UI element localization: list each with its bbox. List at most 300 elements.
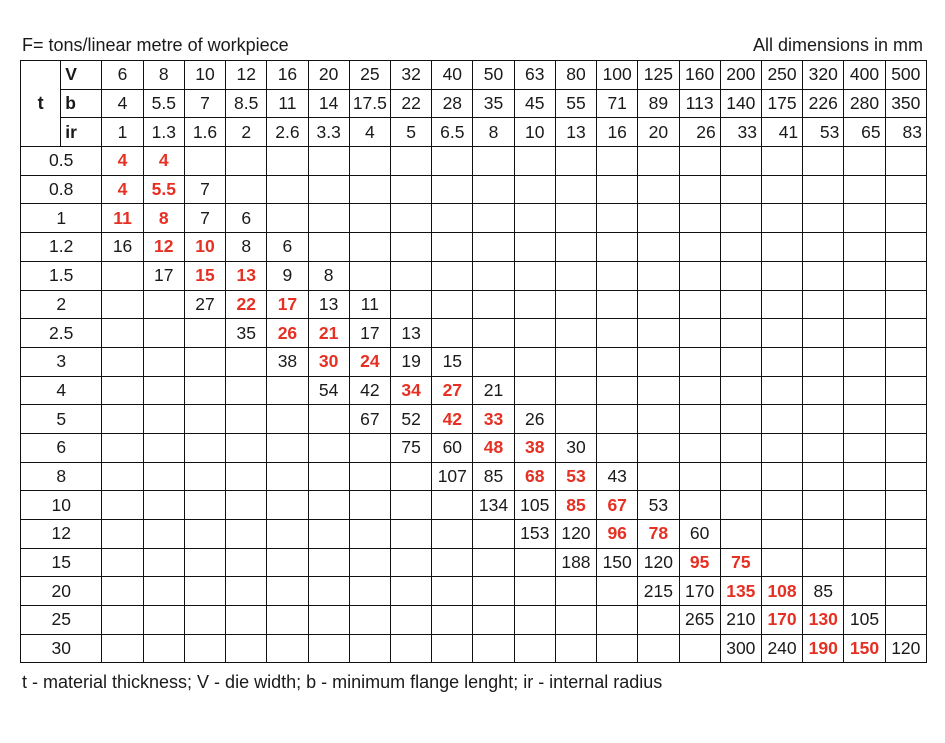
empty-cell [720,462,761,491]
header-cell: 8 [473,118,514,147]
empty-cell [761,520,802,549]
empty-cell [720,405,761,434]
empty-cell [761,261,802,290]
empty-cell [803,204,844,233]
empty-cell [803,405,844,434]
thickness-value: 6 [21,433,102,462]
empty-cell [390,290,431,319]
empty-cell [267,405,308,434]
empty-cell [720,204,761,233]
empty-cell [432,520,473,549]
empty-cell [555,347,596,376]
tonnage-cell: 52 [390,405,431,434]
empty-cell [844,204,885,233]
table-row [21,147,927,176]
tonnage-cell: 15 [432,347,473,376]
thickness-axis-label: t [21,61,61,147]
empty-cell [597,606,638,635]
empty-cell [390,520,431,549]
empty-cell [226,175,267,204]
empty-cell [844,347,885,376]
tonnage-cell: 150 [597,548,638,577]
tonnage-cell-highlighted: 42 [432,405,473,434]
empty-cell [143,433,184,462]
empty-cell [184,405,225,434]
empty-cell [308,577,349,606]
empty-cell [267,520,308,549]
header-cell: 65 [844,118,885,147]
empty-cell [679,290,720,319]
header-cell: 5.5 [143,89,184,118]
tonnage-cell: 13 [308,290,349,319]
header-cell: 7 [184,89,225,118]
empty-cell [143,347,184,376]
empty-cell [885,376,926,405]
empty-cell [184,548,225,577]
empty-cell [143,520,184,549]
header-cell: 55 [555,89,596,118]
empty-cell [720,290,761,319]
tonnage-cell: 17 [143,261,184,290]
header-cell: 20 [308,61,349,90]
tonnage-cell: 42 [349,376,390,405]
empty-cell [390,634,431,663]
empty-cell [885,175,926,204]
header-cell: 175 [761,89,802,118]
empty-cell [555,233,596,262]
header-cell: 13 [555,118,596,147]
tonnage-cell-highlighted: 27 [432,376,473,405]
tonnage-cell-highlighted: 22 [226,290,267,319]
empty-cell [226,462,267,491]
empty-cell [638,233,679,262]
thickness-value: 2.5 [21,319,102,348]
empty-cell [638,347,679,376]
empty-cell [514,261,555,290]
empty-cell [102,261,143,290]
empty-cell [143,548,184,577]
tonnage-cell-highlighted: 170 [761,606,802,635]
empty-cell [761,462,802,491]
empty-cell [679,204,720,233]
empty-cell [555,606,596,635]
empty-cell [390,233,431,262]
thickness-value: 10 [21,491,102,520]
empty-cell [555,290,596,319]
header-cell: 8.5 [226,89,267,118]
empty-cell [885,462,926,491]
empty-cell [184,491,225,520]
empty-cell [308,175,349,204]
table-row [21,376,927,405]
table-row [21,520,927,549]
empty-cell [844,462,885,491]
tonnage-cell: 60 [432,433,473,462]
thickness-value: 4 [21,376,102,405]
empty-cell [349,634,390,663]
header-cell: 6 [102,61,143,90]
empty-cell [267,548,308,577]
header-cell: 1.6 [184,118,225,147]
thickness-value: 0.8 [21,175,102,204]
empty-cell [597,577,638,606]
empty-cell [885,577,926,606]
empty-cell [844,491,885,520]
empty-cell [844,433,885,462]
empty-cell [844,233,885,262]
empty-cell [226,606,267,635]
empty-cell [638,376,679,405]
header-cell: 80 [555,61,596,90]
empty-cell [803,147,844,176]
empty-cell [761,175,802,204]
empty-cell [473,175,514,204]
header-cell: 226 [803,89,844,118]
empty-cell [761,433,802,462]
empty-cell [349,606,390,635]
empty-cell [803,433,844,462]
empty-cell [885,520,926,549]
tonnage-cell-highlighted: 15 [184,261,225,290]
empty-cell [226,491,267,520]
tonnage-cell-highlighted: 17 [267,290,308,319]
header-cell: 10 [514,118,555,147]
empty-cell [390,606,431,635]
empty-cell [555,634,596,663]
header-cell: 89 [638,89,679,118]
table-row [21,290,927,319]
tonnage-cell: 85 [803,577,844,606]
empty-cell [267,577,308,606]
tonnage-cell-highlighted: 67 [597,491,638,520]
empty-cell [844,376,885,405]
table-row [21,347,927,376]
tonnage-cell-highlighted: 48 [473,433,514,462]
table-row [21,204,927,233]
empty-cell [143,405,184,434]
empty-cell [308,233,349,262]
empty-cell [226,634,267,663]
header-cell: 11 [267,89,308,118]
empty-cell [390,462,431,491]
empty-cell [638,405,679,434]
empty-cell [432,147,473,176]
empty-cell [102,462,143,491]
empty-cell [761,233,802,262]
empty-cell [102,520,143,549]
header-cell: 250 [761,61,802,90]
empty-cell [267,376,308,405]
empty-cell [102,634,143,663]
empty-cell [349,520,390,549]
dimensions-caption: All dimensions in mm [752,35,923,55]
empty-cell [184,606,225,635]
header-cell: 83 [885,118,926,147]
empty-cell [267,175,308,204]
empty-cell [844,405,885,434]
tonnage-cell-highlighted: 130 [803,606,844,635]
empty-cell [885,606,926,635]
empty-cell [885,233,926,262]
tonnage-cell: 30 [555,433,596,462]
table-row [21,634,927,663]
header-cell: 3.3 [308,118,349,147]
tonnage-cell-highlighted: 10 [184,233,225,262]
header-cell: 160 [679,61,720,90]
empty-cell [184,462,225,491]
tonnage-cell: 215 [638,577,679,606]
thickness-value: 20 [21,577,102,606]
empty-cell [473,261,514,290]
empty-cell [102,376,143,405]
empty-cell [514,290,555,319]
empty-cell [267,634,308,663]
tonnage-cell: 265 [679,606,720,635]
empty-cell [761,548,802,577]
param-label-ir: ir [61,118,102,147]
empty-cell [308,634,349,663]
empty-cell [885,261,926,290]
empty-cell [226,548,267,577]
tonnage-cell: 53 [638,491,679,520]
empty-cell [638,606,679,635]
empty-cell [679,319,720,348]
tonnage-cell-highlighted: 85 [555,491,596,520]
empty-cell [226,433,267,462]
empty-cell [184,319,225,348]
tonnage-cell: 120 [555,520,596,549]
empty-cell [514,319,555,348]
tonnage-cell-highlighted: 30 [308,347,349,376]
header-cell: 10 [184,61,225,90]
tonnage-cell: 134 [473,491,514,520]
empty-cell [720,319,761,348]
empty-cell [803,548,844,577]
empty-cell [349,261,390,290]
empty-cell [308,491,349,520]
empty-cell [102,433,143,462]
empty-cell [102,319,143,348]
header-cell: 1 [102,118,143,147]
empty-cell [102,491,143,520]
empty-cell [761,290,802,319]
header-cell: 71 [597,89,638,118]
empty-cell [679,433,720,462]
param-label-v: V [61,61,102,90]
header-cell: 63 [514,61,555,90]
empty-cell [761,147,802,176]
thickness-value: 0.5 [21,147,102,176]
empty-cell [885,204,926,233]
empty-cell [390,175,431,204]
tonnage-cell: 6 [267,233,308,262]
empty-cell [720,520,761,549]
empty-cell [102,347,143,376]
empty-cell [432,204,473,233]
empty-cell [308,204,349,233]
header-cell: 4 [349,118,390,147]
tonnage-cell: 9 [267,261,308,290]
header-cell: 14 [308,89,349,118]
tonnage-cell-highlighted: 4 [102,147,143,176]
header-cell: 113 [679,89,720,118]
tonnage-cell-highlighted: 26 [267,319,308,348]
empty-cell [349,204,390,233]
empty-cell [143,577,184,606]
tonnage-cell: 120 [638,548,679,577]
empty-cell [349,147,390,176]
empty-cell [143,319,184,348]
thickness-value: 1 [21,204,102,233]
empty-cell [390,491,431,520]
empty-cell [844,261,885,290]
empty-cell [597,347,638,376]
empty-cell [597,433,638,462]
empty-cell [638,319,679,348]
empty-cell [803,261,844,290]
empty-cell [885,405,926,434]
header-cell: 16 [267,61,308,90]
empty-cell [844,147,885,176]
empty-cell [679,405,720,434]
empty-cell [473,520,514,549]
empty-cell [597,405,638,434]
empty-cell [555,261,596,290]
units-caption: F= tons/linear metre of workpiece [22,35,289,55]
header-cell: 200 [720,61,761,90]
tonnage-cell: 38 [267,347,308,376]
table-row [21,319,927,348]
empty-cell [473,147,514,176]
tonnage-cell: 120 [885,634,926,663]
empty-cell [308,520,349,549]
empty-cell [349,548,390,577]
tonnage-cell-highlighted: 38 [514,433,555,462]
empty-cell [803,175,844,204]
empty-cell [638,433,679,462]
empty-cell [720,347,761,376]
empty-cell [679,175,720,204]
top-caption [22,34,923,56]
empty-cell [473,290,514,319]
table-row [21,175,927,204]
thickness-value: 30 [21,634,102,663]
empty-cell [844,548,885,577]
empty-cell [390,548,431,577]
empty-cell [638,634,679,663]
tonnage-cell: 300 [720,634,761,663]
tonnage-cell: 240 [761,634,802,663]
tonnage-cell: 13 [390,319,431,348]
thickness-value: 25 [21,606,102,635]
empty-cell [597,233,638,262]
empty-cell [432,491,473,520]
empty-cell [432,319,473,348]
empty-cell [803,319,844,348]
empty-cell [184,376,225,405]
tonnage-cell-highlighted: 12 [143,233,184,262]
tonnage-cell-highlighted: 53 [555,462,596,491]
empty-cell [308,433,349,462]
empty-cell [679,634,720,663]
tonnage-cell: 11 [349,290,390,319]
tonnage-cell-highlighted: 68 [514,462,555,491]
tonnage-cell: 26 [514,405,555,434]
empty-cell [432,175,473,204]
empty-cell [143,376,184,405]
header-cell: 125 [638,61,679,90]
empty-cell [473,319,514,348]
header-cell: 53 [803,118,844,147]
tonnage-cell: 7 [184,175,225,204]
empty-cell [638,261,679,290]
empty-cell [473,347,514,376]
tonnage-cell-highlighted: 11 [102,204,143,233]
empty-cell [555,319,596,348]
empty-cell [184,433,225,462]
empty-cell [720,261,761,290]
empty-cell [349,491,390,520]
empty-cell [226,405,267,434]
empty-cell [308,405,349,434]
thickness-value: 2 [21,290,102,319]
empty-cell [349,462,390,491]
thickness-value: 12 [21,520,102,549]
tonnage-cell-highlighted: 150 [844,634,885,663]
header-cell: 41 [761,118,802,147]
empty-cell [514,376,555,405]
header-row-b [21,89,927,118]
empty-cell [803,290,844,319]
empty-cell [555,175,596,204]
empty-cell [432,290,473,319]
empty-cell [267,462,308,491]
empty-cell [226,520,267,549]
empty-cell [514,175,555,204]
thickness-value: 8 [21,462,102,491]
empty-cell [349,233,390,262]
header-cell: 45 [514,89,555,118]
table-row [21,261,927,290]
empty-cell [473,606,514,635]
tonnage-cell: 85 [473,462,514,491]
empty-cell [473,204,514,233]
empty-cell [432,233,473,262]
empty-cell [349,577,390,606]
tonnage-cell: 170 [679,577,720,606]
tonnage-cell-highlighted: 4 [143,147,184,176]
empty-cell [885,347,926,376]
tonnage-cell: 60 [679,520,720,549]
tonnage-cell: 105 [844,606,885,635]
tonnage-cell: 210 [720,606,761,635]
empty-cell [555,147,596,176]
empty-cell [226,347,267,376]
empty-cell [102,290,143,319]
tonnage-cell: 54 [308,376,349,405]
header-cell: 350 [885,89,926,118]
thickness-value: 15 [21,548,102,577]
empty-cell [514,606,555,635]
empty-cell [143,606,184,635]
empty-cell [885,433,926,462]
header-cell: 500 [885,61,926,90]
tonnage-cell-highlighted: 21 [308,319,349,348]
empty-cell [885,290,926,319]
empty-cell [597,376,638,405]
empty-cell [473,233,514,262]
header-cell: 16 [597,118,638,147]
